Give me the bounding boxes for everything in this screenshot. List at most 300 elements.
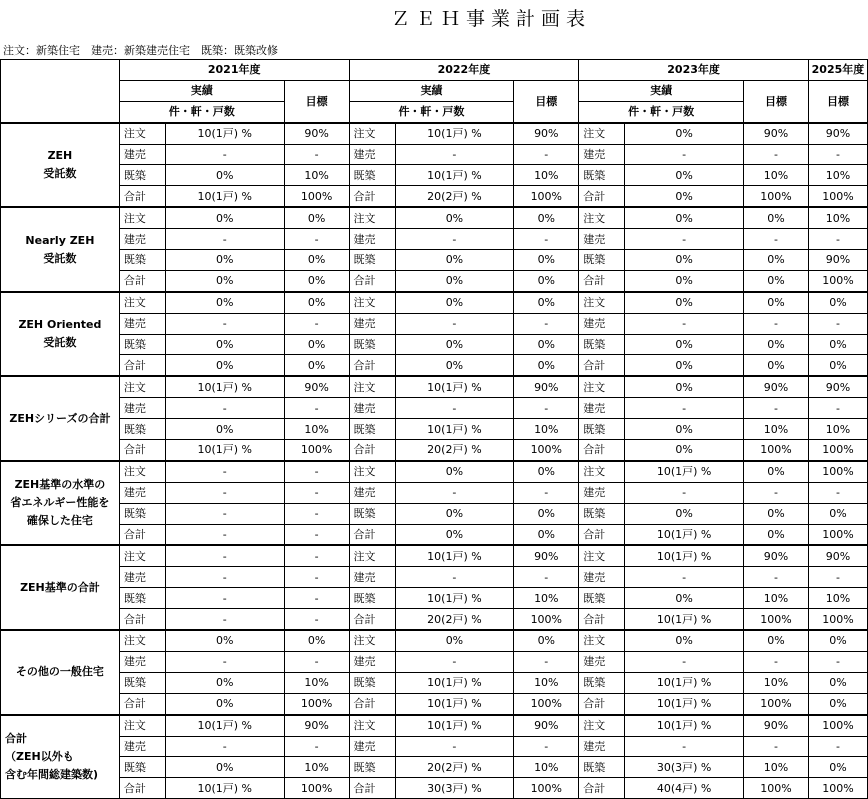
row-type-label: 既築 bbox=[349, 250, 395, 271]
row-type-label: 建売 bbox=[119, 567, 165, 588]
row-type-label: 注文 bbox=[349, 630, 395, 651]
table-row bbox=[1, 630, 868, 651]
row-type-label: 既築 bbox=[579, 757, 625, 778]
actual-cell: 0% bbox=[165, 207, 284, 228]
target-cell: - bbox=[284, 736, 349, 757]
row-type-label: 合計 bbox=[119, 693, 165, 714]
target-cell: 90% bbox=[808, 376, 867, 397]
actual-cell: 0% bbox=[625, 334, 744, 355]
row-type-label: 注文 bbox=[349, 292, 395, 313]
table-row bbox=[1, 545, 868, 566]
target-cell: 100% bbox=[744, 778, 809, 799]
actual-cell: 10(1戸) % bbox=[625, 672, 744, 693]
row-type-label: 注文 bbox=[579, 376, 625, 397]
actual-cell: - bbox=[165, 524, 284, 545]
actual-cell: - bbox=[625, 229, 744, 250]
actual-cell: 20(2戸) % bbox=[395, 609, 514, 630]
row-type-label: 注文 bbox=[119, 292, 165, 313]
actual-cell: 0% bbox=[165, 419, 284, 440]
row-type-label: 合計 bbox=[349, 609, 395, 630]
target-cell: 90% bbox=[744, 545, 809, 566]
actual-cell: 0% bbox=[395, 461, 514, 482]
category-label: その他の一般住宅 bbox=[1, 630, 120, 715]
target-cell: 0% bbox=[284, 270, 349, 291]
row-type-label: 建売 bbox=[349, 398, 395, 419]
target-cell: 0% bbox=[744, 250, 809, 271]
category-label: ZEH基準の合計 bbox=[1, 545, 120, 630]
table-row bbox=[1, 461, 868, 482]
category-label: ZEH Oriented 受託数 bbox=[1, 292, 120, 377]
target-cell: - bbox=[284, 229, 349, 250]
table-row bbox=[1, 229, 868, 250]
target-cell: - bbox=[514, 313, 579, 334]
row-type-label: 合計 bbox=[579, 524, 625, 545]
category-label: ZEH基準の水準の 省エネルギー性能を 確保した住宅 bbox=[1, 461, 120, 546]
actual-cell: 0% bbox=[625, 207, 744, 228]
target-cell: 0% bbox=[514, 461, 579, 482]
actual-cell: - bbox=[395, 229, 514, 250]
actual-cell: - bbox=[165, 482, 284, 503]
table-row bbox=[1, 672, 868, 693]
target-cell: 100% bbox=[284, 186, 349, 207]
target-cell: 100% bbox=[744, 609, 809, 630]
table-row bbox=[1, 207, 868, 228]
table-row bbox=[1, 250, 868, 271]
target-cell: 0% bbox=[808, 630, 867, 651]
actual-cell: 10(1戸) % bbox=[395, 165, 514, 186]
actual-cell: 0% bbox=[625, 292, 744, 313]
actual-cell: - bbox=[165, 398, 284, 419]
row-type-label: 既築 bbox=[349, 588, 395, 609]
actual-cell: 0% bbox=[625, 376, 744, 397]
row-type-label: 注文 bbox=[349, 545, 395, 566]
table-row bbox=[1, 355, 868, 376]
target-cell: - bbox=[284, 524, 349, 545]
row-type-label: 建売 bbox=[119, 651, 165, 672]
target-cell: 10% bbox=[808, 207, 867, 228]
target-cell: 10% bbox=[744, 672, 809, 693]
target-cell: - bbox=[744, 313, 809, 334]
target-cell: 0% bbox=[284, 207, 349, 228]
actual-cell: 0% bbox=[165, 250, 284, 271]
target-cell: 0% bbox=[808, 292, 867, 313]
target-cell: 0% bbox=[808, 334, 867, 355]
row-type-label: 既築 bbox=[119, 165, 165, 186]
target-cell: 100% bbox=[808, 440, 867, 461]
actual-cell: - bbox=[165, 588, 284, 609]
target-cell: - bbox=[744, 651, 809, 672]
table-row bbox=[1, 609, 868, 630]
actual-cell: 0% bbox=[625, 588, 744, 609]
target-cell: 100% bbox=[808, 524, 867, 545]
unit-header: 件・軒・戸数 bbox=[579, 101, 744, 122]
actual-cell: 0% bbox=[395, 334, 514, 355]
row-type-label: 既築 bbox=[349, 334, 395, 355]
table-row bbox=[1, 524, 868, 545]
actual-cell: 0% bbox=[395, 524, 514, 545]
row-type-label: 建売 bbox=[349, 651, 395, 672]
row-type-label: 合計 bbox=[579, 440, 625, 461]
unit-header: 件・軒・戸数 bbox=[119, 101, 284, 122]
target-cell: 0% bbox=[744, 355, 809, 376]
target-cell: - bbox=[514, 567, 579, 588]
table-row bbox=[1, 757, 868, 778]
year-header: 2023年度 bbox=[579, 60, 809, 81]
year-header: 2021年度 bbox=[119, 60, 349, 81]
target-cell: - bbox=[284, 545, 349, 566]
actual-cell: - bbox=[165, 567, 284, 588]
row-type-label: 建売 bbox=[349, 482, 395, 503]
target-cell: 0% bbox=[744, 630, 809, 651]
target-cell: 100% bbox=[514, 693, 579, 714]
target-cell: - bbox=[284, 609, 349, 630]
target-cell: 0% bbox=[284, 355, 349, 376]
table-row bbox=[1, 736, 868, 757]
target-cell: - bbox=[514, 229, 579, 250]
target-cell: - bbox=[284, 567, 349, 588]
target-header: 目標 bbox=[514, 80, 579, 122]
corner-cell bbox=[1, 60, 120, 123]
row-type-label: 注文 bbox=[579, 545, 625, 566]
actual-cell: - bbox=[395, 651, 514, 672]
target-cell: 10% bbox=[514, 419, 579, 440]
actual-cell: 0% bbox=[625, 123, 744, 144]
row-type-label: 合計 bbox=[349, 693, 395, 714]
row-type-label: 既築 bbox=[119, 334, 165, 355]
target-cell: 10% bbox=[744, 757, 809, 778]
actual-cell: - bbox=[395, 313, 514, 334]
target-cell: 100% bbox=[284, 693, 349, 714]
actual-cell: 10(1戸) % bbox=[625, 545, 744, 566]
target-cell: 90% bbox=[514, 715, 579, 736]
target-cell: 90% bbox=[744, 123, 809, 144]
actual-cell: - bbox=[165, 651, 284, 672]
table-row bbox=[1, 715, 868, 736]
actual-cell: 10(1戸) % bbox=[625, 715, 744, 736]
target-header: 目標 bbox=[808, 80, 867, 122]
actual-cell: 0% bbox=[625, 250, 744, 271]
target-cell: 0% bbox=[744, 207, 809, 228]
actual-cell: 10(1戸) % bbox=[165, 440, 284, 461]
row-type-label: 合計 bbox=[119, 270, 165, 291]
row-type-label: 建売 bbox=[119, 736, 165, 757]
target-cell: 10% bbox=[284, 419, 349, 440]
target-header: 目標 bbox=[744, 80, 809, 122]
row-type-label: 注文 bbox=[579, 461, 625, 482]
row-type-label: 既築 bbox=[349, 165, 395, 186]
actual-cell: 0% bbox=[625, 186, 744, 207]
target-cell: 0% bbox=[808, 355, 867, 376]
row-type-label: 既築 bbox=[119, 672, 165, 693]
actual-cell: 10(1戸) % bbox=[165, 123, 284, 144]
row-type-label: 既築 bbox=[119, 503, 165, 524]
target-cell: 100% bbox=[744, 440, 809, 461]
actual-cell: - bbox=[165, 461, 284, 482]
year-header: 2022年度 bbox=[349, 60, 579, 81]
actual-cell: 10(1戸) % bbox=[165, 778, 284, 799]
table-row bbox=[1, 567, 868, 588]
actual-cell: - bbox=[395, 567, 514, 588]
category-label: ZEH 受託数 bbox=[1, 123, 120, 208]
actual-cell: - bbox=[395, 736, 514, 757]
row-type-label: 既築 bbox=[579, 419, 625, 440]
actual-cell: - bbox=[395, 144, 514, 165]
row-type-label: 注文 bbox=[579, 630, 625, 651]
actual-header: 実績 bbox=[349, 80, 514, 101]
table-body bbox=[1, 123, 868, 799]
actual-cell: 0% bbox=[395, 503, 514, 524]
actual-cell: 10(1戸) % bbox=[395, 672, 514, 693]
table-row bbox=[1, 144, 868, 165]
actual-cell: 0% bbox=[165, 270, 284, 291]
actual-cell: 30(3戸) % bbox=[395, 778, 514, 799]
target-cell: - bbox=[808, 482, 867, 503]
row-type-label: 注文 bbox=[349, 461, 395, 482]
target-cell: 0% bbox=[514, 207, 579, 228]
actual-cell: 10(1戸) % bbox=[625, 461, 744, 482]
target-cell: - bbox=[284, 398, 349, 419]
row-type-label: 注文 bbox=[119, 207, 165, 228]
actual-cell: - bbox=[395, 398, 514, 419]
target-cell: 100% bbox=[284, 440, 349, 461]
target-cell: - bbox=[808, 313, 867, 334]
target-cell: 90% bbox=[284, 376, 349, 397]
target-cell: 0% bbox=[514, 355, 579, 376]
row-type-label: 注文 bbox=[579, 207, 625, 228]
row-type-label: 合計 bbox=[119, 609, 165, 630]
actual-cell: 10(1戸) % bbox=[395, 419, 514, 440]
actual-cell: - bbox=[625, 736, 744, 757]
actual-cell: 0% bbox=[625, 440, 744, 461]
actual-cell: 20(2戸) % bbox=[395, 440, 514, 461]
target-cell: 0% bbox=[808, 693, 867, 714]
target-cell: - bbox=[284, 651, 349, 672]
row-type-label: 既築 bbox=[579, 250, 625, 271]
row-type-label: 既築 bbox=[349, 757, 395, 778]
target-cell: 90% bbox=[514, 545, 579, 566]
row-type-label: 注文 bbox=[349, 376, 395, 397]
plan-table bbox=[0, 59, 868, 799]
row-type-label: 注文 bbox=[119, 376, 165, 397]
target-cell: - bbox=[514, 651, 579, 672]
row-type-label: 既築 bbox=[579, 334, 625, 355]
actual-cell: 0% bbox=[395, 270, 514, 291]
target-cell: 10% bbox=[284, 757, 349, 778]
target-cell: 100% bbox=[808, 186, 867, 207]
row-type-label: 建売 bbox=[579, 651, 625, 672]
actual-cell: 0% bbox=[165, 355, 284, 376]
actual-cell: 0% bbox=[625, 419, 744, 440]
target-cell: 90% bbox=[514, 123, 579, 144]
target-cell: - bbox=[514, 398, 579, 419]
row-type-label: 合計 bbox=[119, 355, 165, 376]
row-type-label: 既築 bbox=[579, 165, 625, 186]
actual-cell: 0% bbox=[395, 207, 514, 228]
table-row bbox=[1, 503, 868, 524]
actual-cell: 0% bbox=[395, 355, 514, 376]
target-cell: 0% bbox=[514, 250, 579, 271]
row-type-label: 既築 bbox=[119, 419, 165, 440]
target-cell: 90% bbox=[744, 376, 809, 397]
row-type-label: 既築 bbox=[119, 588, 165, 609]
actual-cell: 0% bbox=[395, 630, 514, 651]
row-type-label: 注文 bbox=[119, 461, 165, 482]
target-cell: - bbox=[284, 588, 349, 609]
target-cell: 0% bbox=[808, 757, 867, 778]
target-cell: 0% bbox=[284, 292, 349, 313]
target-cell: 10% bbox=[808, 165, 867, 186]
row-type-label: 合計 bbox=[349, 440, 395, 461]
actual-cell: 0% bbox=[165, 672, 284, 693]
actual-cell: 0% bbox=[165, 630, 284, 651]
target-cell: 100% bbox=[808, 461, 867, 482]
row-type-label: 注文 bbox=[119, 123, 165, 144]
row-type-label: 建売 bbox=[579, 567, 625, 588]
actual-cell: - bbox=[165, 736, 284, 757]
actual-cell: - bbox=[625, 313, 744, 334]
row-type-label: 合計 bbox=[349, 355, 395, 376]
row-type-label: 建売 bbox=[579, 398, 625, 419]
actual-cell: 10(1戸) % bbox=[395, 588, 514, 609]
row-type-label: 注文 bbox=[579, 292, 625, 313]
actual-cell: 0% bbox=[165, 757, 284, 778]
actual-cell: 10(1戸) % bbox=[625, 524, 744, 545]
target-cell: 90% bbox=[284, 715, 349, 736]
category-label: 合計 （ZEH以外も 含む年間総建築数) bbox=[1, 715, 120, 799]
row-type-label: 建売 bbox=[579, 482, 625, 503]
row-type-label: 合計 bbox=[579, 778, 625, 799]
target-cell: - bbox=[284, 482, 349, 503]
actual-cell: - bbox=[165, 144, 284, 165]
actual-cell: - bbox=[625, 398, 744, 419]
target-cell: 10% bbox=[514, 165, 579, 186]
row-type-label: 建売 bbox=[579, 736, 625, 757]
actual-cell: 30(3戸) % bbox=[625, 757, 744, 778]
actual-cell: 0% bbox=[165, 334, 284, 355]
actual-cell: 0% bbox=[625, 503, 744, 524]
actual-cell: 20(2戸) % bbox=[395, 186, 514, 207]
target-cell: - bbox=[284, 503, 349, 524]
row-type-label: 既築 bbox=[349, 419, 395, 440]
row-type-label: 建売 bbox=[349, 736, 395, 757]
target-cell: - bbox=[744, 567, 809, 588]
target-cell: 10% bbox=[808, 588, 867, 609]
target-cell: - bbox=[808, 229, 867, 250]
target-cell: - bbox=[808, 567, 867, 588]
target-header: 目標 bbox=[284, 80, 349, 122]
target-cell: 10% bbox=[744, 165, 809, 186]
actual-cell: 10(1戸) % bbox=[165, 715, 284, 736]
row-type-label: 建売 bbox=[349, 144, 395, 165]
target-cell: 100% bbox=[514, 778, 579, 799]
target-cell: 0% bbox=[744, 461, 809, 482]
target-cell: - bbox=[808, 651, 867, 672]
table-row bbox=[1, 482, 868, 503]
target-cell: 100% bbox=[808, 778, 867, 799]
table-row bbox=[1, 419, 868, 440]
target-cell: 100% bbox=[744, 186, 809, 207]
table-row bbox=[1, 123, 868, 144]
row-type-label: 既築 bbox=[579, 503, 625, 524]
row-type-label: 合計 bbox=[119, 524, 165, 545]
actual-cell: 0% bbox=[395, 250, 514, 271]
actual-cell: 20(2戸) % bbox=[395, 757, 514, 778]
table-row bbox=[1, 334, 868, 355]
actual-cell: - bbox=[165, 503, 284, 524]
row-type-label: 既築 bbox=[349, 503, 395, 524]
row-type-label: 建売 bbox=[349, 567, 395, 588]
row-type-label: 建売 bbox=[119, 398, 165, 419]
table-row bbox=[1, 778, 868, 799]
actual-header: 実績 bbox=[579, 80, 744, 101]
target-cell: - bbox=[744, 398, 809, 419]
table-row bbox=[1, 440, 868, 461]
target-cell: 0% bbox=[284, 630, 349, 651]
target-cell: 90% bbox=[744, 715, 809, 736]
target-cell: - bbox=[284, 313, 349, 334]
target-cell: 10% bbox=[744, 588, 809, 609]
target-cell: 10% bbox=[284, 672, 349, 693]
row-type-label: 既築 bbox=[119, 250, 165, 271]
table-row bbox=[1, 270, 868, 291]
page-title: ＺＥＨ事業計画表 bbox=[390, 8, 591, 30]
row-type-label: 建売 bbox=[579, 144, 625, 165]
row-type-label: 注文 bbox=[349, 123, 395, 144]
actual-cell: 10(1戸) % bbox=[165, 376, 284, 397]
actual-cell: - bbox=[395, 482, 514, 503]
row-type-label: 注文 bbox=[119, 545, 165, 566]
actual-cell: 10(1戸) % bbox=[625, 693, 744, 714]
row-type-label: 注文 bbox=[119, 715, 165, 736]
table-row bbox=[1, 398, 868, 419]
row-type-label: 建売 bbox=[119, 482, 165, 503]
row-type-label: 既築 bbox=[579, 588, 625, 609]
target-cell: - bbox=[514, 482, 579, 503]
target-cell: 100% bbox=[514, 609, 579, 630]
target-cell: - bbox=[284, 144, 349, 165]
row-type-label: 合計 bbox=[119, 778, 165, 799]
target-cell: 100% bbox=[744, 693, 809, 714]
target-cell: 0% bbox=[514, 503, 579, 524]
row-type-label: 合計 bbox=[579, 693, 625, 714]
actual-cell: - bbox=[165, 313, 284, 334]
target-cell: 0% bbox=[514, 334, 579, 355]
target-cell: 90% bbox=[514, 376, 579, 397]
target-cell: 0% bbox=[808, 503, 867, 524]
target-cell: - bbox=[744, 482, 809, 503]
target-cell: 0% bbox=[808, 672, 867, 693]
actual-cell: 0% bbox=[395, 292, 514, 313]
target-cell: 0% bbox=[284, 250, 349, 271]
target-cell: 10% bbox=[284, 165, 349, 186]
row-type-label: 合計 bbox=[579, 609, 625, 630]
row-type-label: 建売 bbox=[119, 313, 165, 334]
actual-cell: - bbox=[165, 609, 284, 630]
year-header: 2025年度 bbox=[808, 60, 867, 81]
actual-cell: 0% bbox=[165, 693, 284, 714]
row-type-label: 合計 bbox=[119, 440, 165, 461]
actual-cell: - bbox=[625, 482, 744, 503]
actual-cell: - bbox=[165, 229, 284, 250]
unit-header: 件・軒・戸数 bbox=[349, 101, 514, 122]
row-type-label: 合計 bbox=[579, 270, 625, 291]
target-cell: 0% bbox=[744, 292, 809, 313]
category-label: ZEHシリーズの合計 bbox=[1, 376, 120, 461]
target-cell: 90% bbox=[808, 250, 867, 271]
table-row bbox=[1, 313, 868, 334]
table-header bbox=[1, 60, 868, 123]
row-type-label: 合計 bbox=[579, 186, 625, 207]
